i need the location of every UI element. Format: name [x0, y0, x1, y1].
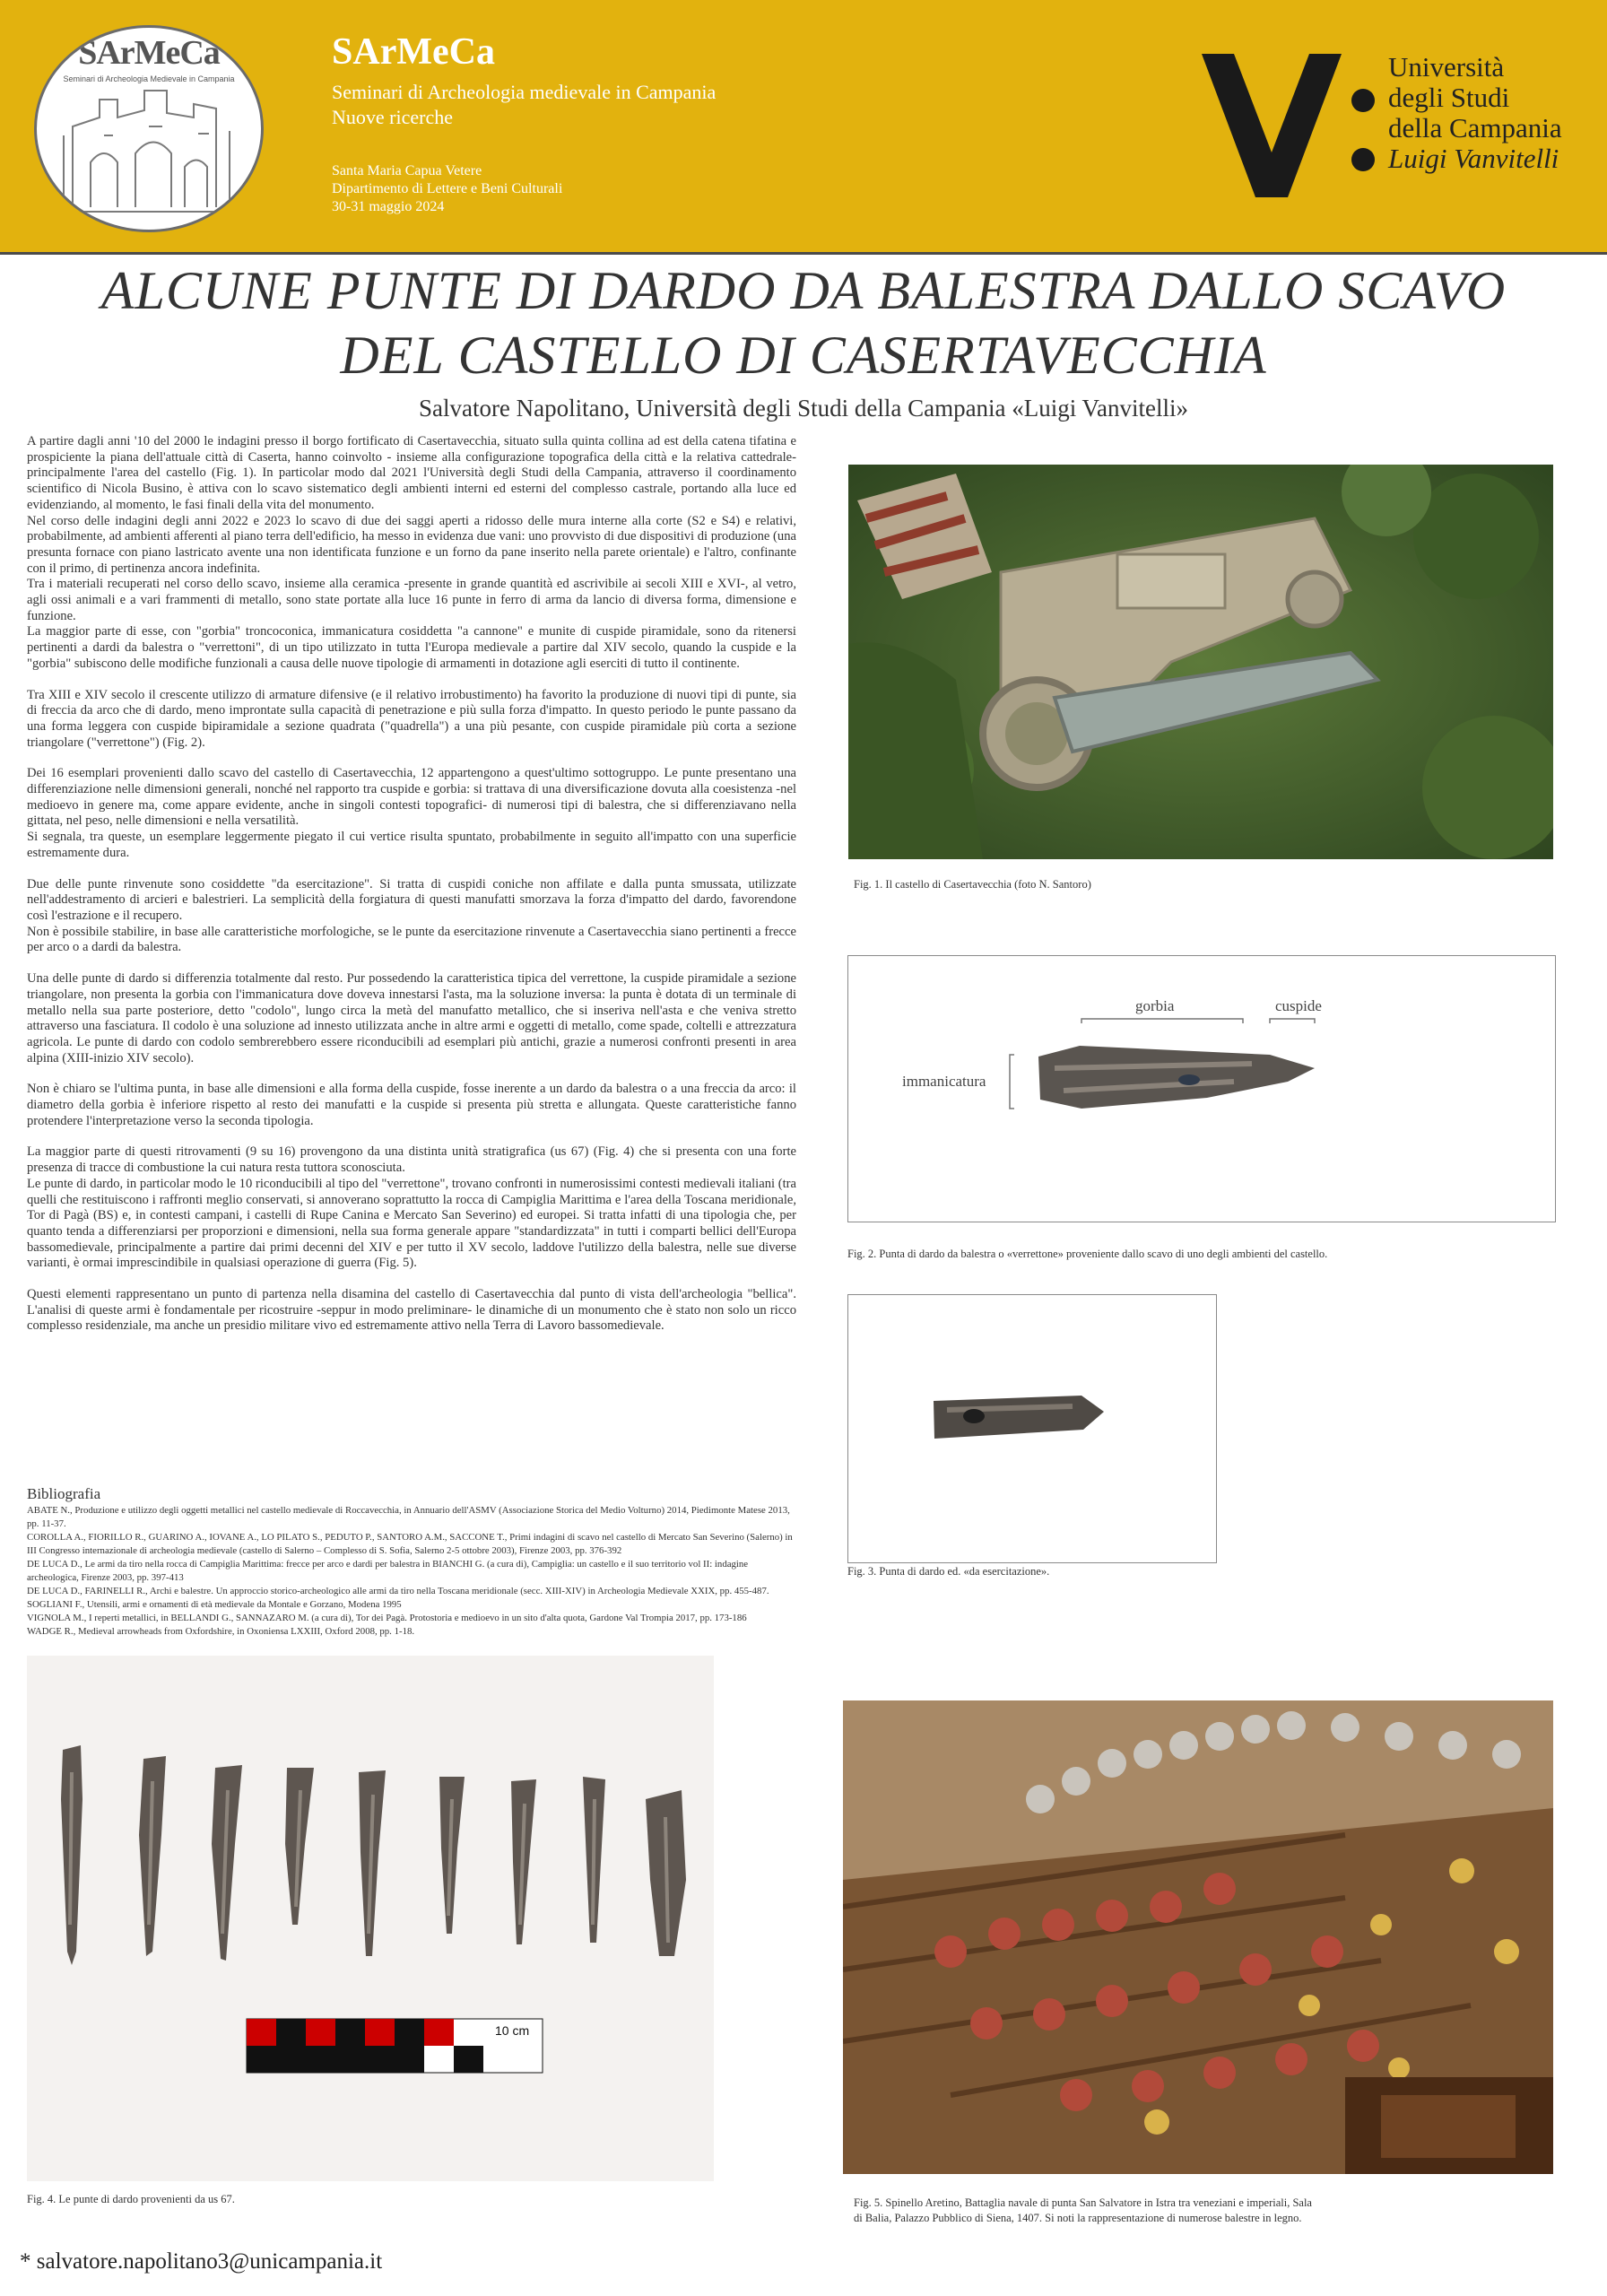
fig1-castle-aerial-photo: [848, 465, 1553, 859]
header-subtitle-2: Nuove ricerche: [332, 106, 453, 128]
header-subtitle-1: Seminari di Archeologia medievale in Campania: [332, 81, 717, 103]
bibliography-entry: SOGLIANI F., Utensili, armi e ornamenti di età medievale da Montale e Gorzano, Modena 1995: [27, 1599, 402, 1610]
paragraph: La maggior parte di questi ritrovamenti (9 su 16) provengono da una distinta unità stratigrafica (us 67) (Fig. 4) che si presenta con una forte presenza di tracce di combustione la cui natura resta tuttora sconosciuta.: [27, 1144, 796, 1176]
fig2-label-immanicatura: immanicatura: [902, 1073, 986, 1090]
bibliography-entry: WADGE R., Medieval arrowheads from Oxfordshire, in Oxoniensa LXXIII, Oxford 2008, pp. 1-18.: [27, 1626, 415, 1637]
poster-title-line-2: DEL CASTELLO DI CASERTAVECCHIA: [340, 326, 1267, 385]
bibliography-heading: Bibliografia: [27, 1485, 101, 1502]
header-dates: 30-31 maggio 2024: [332, 199, 445, 214]
paragraph: Due delle punte rinvenute sono cosiddette "da esercitazione". Si tratta di cuspidi coniche non affilate e dalla punta smussata, utilizzate nell'addestramento di arcieri e balestrieri. La semplicità della forgiatura di questi manufatti smorzava la forza d'impatto del dardo, favorendone così l'estrazione e il recupero.: [27, 876, 796, 923]
body-text-column: [27, 434, 796, 1335]
fig1-caption: Fig. 1. Il castello di Casertavecchia (foto N. Santoro): [854, 878, 1091, 891]
fig5-fresco-photo: [843, 1700, 1553, 2174]
paragraph: La maggior parte di esse, con "gorbia" troncoconica, immanicatura cosiddetta "a cannone" e munite di cuspide piramidale, sono da ritenersi pertinenti a dardi da balestra o "verrettoni", di un tipo utilizzato in tutta l'Europa medievale a partire dal XIV secolo, quando la cuspide e la "gorbia" subiscono delle modifiche funzionali a causa delle nuove tipologie di armamenti in dotazione agli eserciti di tutto il continente.: [27, 624, 796, 671]
paragraph: Questi elementi rappresentano un punto di partenza nella disamina del castello di Casertavecchia dal punto di vista dell'archeologia "bellica". L'analisi di queste armi è fondamentale per ricostruire -seppur in modo preliminare- le dinamiche di un monumento che è stato non solo un ricco complesso residenziale, ma anche un presidio militare vivo ed estremamente attivo nella Terra di Lavoro bassomedievale.: [27, 1287, 796, 1334]
fig2-label-gorbia: gorbia: [1135, 997, 1175, 1014]
bibliography-entry: ABATE N., Produzione e utilizzo degli oggetti metallici nel castello medievale di Roccavecchia, in Annuario dell'ASMV (Associazione Storica del Medio Volturno) 2014, Piedimonte Matese 2013, pp. 11-37.: [27, 1505, 790, 1529]
contact-email[interactable]: * salvatore.napolitano3@unicampania.it: [20, 2249, 383, 2274]
paragraph: Non è chiaro se l'ultima punta, in base alle dimensioni e alla forma della cuspide, fosse inerente a un dardo da balestra o a una freccia da arco: il diametro della gorbia è inferiore rispetto al resto dei manufatti e la cuspide si presenta più stretta e allungata. Queste caratteristiche fanno protendere l'interpretazione verso la seconda tipologia.: [27, 1082, 796, 1128]
university-line-2: degli Studi: [1388, 82, 1510, 113]
paragraph: Le punte di dardo, in particolar modo le 10 riconducibili al tipo del "verrettone", trovano confronti in numerosissimi contesti medievali italiani (tra quelli che restituiscono i raffronti meglio conservati, si annoverano soprattutto la rocca di Campiglia Marittima e l'area della Toscana meridionale, Tor di Pagà (BS) e, in contesti campani, i castelli di Rupe Canina e Mercato San Severino) ed europei. Si tratta infatti di una tipologia che, per quanto tenda a differenziarsi per proporzioni e dimensioni, nella sua forma generale appare "standardizzata" in tutti i comparti bellici dell'Europa bassomedievale, principalmente a partire dai primi decenni del XIV e per tutto il XV secolo, laddove l'utilizzo della balestra, nelle sue diverse varianti, è ormai imprescindibile in qualsiasi operazione di guerra (Fig. 5).: [27, 1176, 796, 1271]
paragraph: Una delle punte di dardo si differenzia totalmente dal resto. Pur possedendo la caratteristica tipica del verrettone, la cuspide piramidale a sezione triangolare, non presenta la gorbia con l'immanicatura dove doveva innestarsi l'asta, ma la soluzione inversa: la punta è dotata di un terminale di metallo nella sua parte posteriore, detto "codolo", lungo circa la metà del manufatto metallico, che si inseriva nell'asta e che veniva stretto attraverso una fasciatura. Il codolo è una soluzione ad innesto utilizzata anche in altre armi e oggetti di metallo, come spade, coltelli e attrezzatura agricola. Le punte di dardo con codolo sembrerebbero essere riconducibili ad esemplari più antichi, grazie a numerosi confronti presenti in area alpina (XIII-inizio XIV secolo).: [27, 971, 796, 1065]
fig4-arrowheads-photo: [27, 1656, 714, 2181]
header-title: SArMeCa: [332, 31, 495, 73]
logo-title: SArMeCa: [78, 34, 220, 72]
fig2-label-cuspide: cuspide: [1275, 997, 1322, 1014]
fig3-frame: [847, 1294, 1217, 1563]
header-band: [0, 0, 1607, 255]
bibliography-entry: DE LUCA D., FARINELLI R., Archi e balestre. Un approccio storico-archeologico alle armi da tiro nella Toscana meridionale (secc. XIII-XIV) in Archeologia Medievale XXIX, pp. 455-487.: [27, 1586, 769, 1596]
university-line-1: Università: [1388, 51, 1505, 83]
paragraph: A partire dagli anni '10 del 2000 le indagini presso il borgo fortificato di Casertavecchia, situato sulla quinta collina ad est della catena tifatina e prospiciente la piana dell'attuale città di Caserta, hanno coinvolto - insieme alla configurazione topografica della città e la relativa cattedrale- principalmente l'area del castello (Fig. 1). In particolar modo dal 2021 l'Università degli Studi della Campania, attraverso il coordinamento scientifico di Nicola Busino, è attiva con lo scavo sistematico degli ambienti interni ed esterni del complesso castrale, portando alla luce ed evidenziando, al momento, le fasi finali della vita del monumento.: [27, 434, 796, 512]
arrowheads-illustration: [27, 1656, 714, 2181]
paragraph: Nel corso delle indagini degli anni 2022 e 2023 lo scavo di due dei saggi aperti a ridosso delle mura interne alla corte (S2 e S4) e relativi, probabilmente, ad ambienti afferenti al piano terra dell'edificio, ha messo in evidenza due vani: uno provvisto di due dispositivi di produzione (una presunta fornace con piano lastricato avente una non identificata funzione e un forno da pane inserito nella parete orientale) e l'altro, confinante con il primo, di pertinenza ancora indefinita.: [27, 513, 796, 576]
fig2-frame: [847, 955, 1556, 1222]
bibliography-entry: DE LUCA D., Le armi da tiro nella rocca di Campiglia Marittima: frecce per arco e dardi per balestra in BIANCHI G. (a cura di), Campiglia: un castello e il suo territorio vol II: indagine archeologica, Firenze 2003, pp. 397-413: [27, 1559, 749, 1583]
poster-title-line-1: ALCUNE PUNTE DI DARDO DA BALESTRA DALLO SCAVO: [100, 261, 1507, 320]
university-line-4: Luigi Vanvitelli: [1388, 143, 1559, 174]
sarmeca-logo: [34, 25, 264, 232]
paragraph: Non è possibile stabilire, in base alle caratteristiche morfologiche, se le punte da esercitazione rinvenute a Casertavecchia siano pertinenti a frecce per arco o a dardi da balestra.: [27, 924, 796, 955]
paragraph: Dei 16 esemplari provenienti dallo scavo del castello di Casertavecchia, 12 appartengono a quest'ultimo sottogruppo. Le punte presentano una differenziazione nelle dimensioni generali, nonché nel rapporto tra cuspide e gorbia: si trattava di una diversificazione dovuta alla coesistenza -nel medioevo in genere ma, come appare evidente, anche in singoli contesti topografici- di numerosi tipi di balestra, che si differenziavano nella gittata, nel peso, nelle dimensioni e nella versatilità.: [27, 766, 796, 829]
header-department: Dipartimento di Lettere e Beni Culturali: [332, 181, 563, 196]
paragraph: Tra i materiali recuperati nel corso dello scavo, insieme alla ceramica -presente in grande quantità ed ascrivibile ai secoli XIII e XVI-, al vetro, agli ossi animali e a vari frammenti di metallo, sono state portate alla luce 16 punte in ferro di arma da lancio di diversa forma, dimensione e funzione.: [27, 577, 796, 623]
castle-ruin-drawing: [37, 28, 261, 230]
header-place: Santa Maria Capua Vetere: [332, 163, 482, 178]
poster-author: Salvatore Napolitano, Università degli Studi della Campania «Luigi Vanvitelli»: [418, 395, 1189, 422]
fig5-caption: Fig. 5. Spinello Aretino, Battaglia navale di punta San Salvatore in Istra tra veneziani e imperiali, Sala di Balia, Palazzo Pubblico di Siena, 1407. Si noti la rappresentazione di numerose balestre in legno.: [854, 2196, 1312, 2224]
paragraph: Tra XIII e XIV secolo il crescente utilizzo di armature difensive (e il relativo irrobustimento) ha favorito la produzione di nuovi tipi di punte, sia di freccia da arco che di dardo, meno improntate sulla capacità di penetrazione e più sulla forza d'impatto. In questo periodo le punte passano da una forma leggera con cuspide bipiramidale a sezione quadrata ("quadrella") a una più pesante, con cuspide piramidale più corta a sezione triangolare ("verrettone") (Fig. 2).: [27, 687, 796, 750]
bibliography-entry: VIGNOLA M., I reperti metallici, in BELLANDI G., SANNAZARO M. (a cura di), Tor dei Pagà. Protostoria e medioevo in un sito d'alta quota, Gardone Val Trompia 2017, pp. 173-186: [27, 1613, 747, 1623]
paragraph: Si segnala, tra queste, un esemplare leggermente piegato il cui vertice risulta spuntato, probabilmente in seguito all'impatto con una superficie estremamente dura.: [27, 830, 796, 860]
fig4-scale-label: 10 cm: [495, 2023, 530, 2038]
bibliography-entry: COROLLA A., FIORILLO R., GUARINO A., IOVANE A., LO PILATO S., PEDUTO P., SANTORO A.M., SACCONE T., Primi indagini di scavo nel castello di Mercato San Severino (Salerno) in III Congresso internazionale di archeologia medievale (castello di Salerno – Complesso di S. Sofia, Salerno 2-5 ottobre 2003), Firenze 2003, pp. 376-392: [27, 1532, 793, 1556]
logo-subtitle: Seminari di Archeologia Medievale in Campania: [63, 74, 235, 83]
bibliography-list: [27, 1504, 796, 1639]
fig2-caption: Fig. 2. Punta di dardo da balestra o «verrettone» proveniente dallo scavo di uno degli ambienti del castello.: [847, 1248, 1328, 1260]
vanvitelli-v-logo-icon: [1202, 54, 1381, 197]
fig4-caption: Fig. 4. Le punte di dardo provenienti da us 67.: [27, 2193, 235, 2205]
fig3-caption: Fig. 3. Punta di dardo ed. «da esercitazione».: [847, 1565, 1050, 1578]
university-line-3: della Campania: [1388, 112, 1562, 144]
